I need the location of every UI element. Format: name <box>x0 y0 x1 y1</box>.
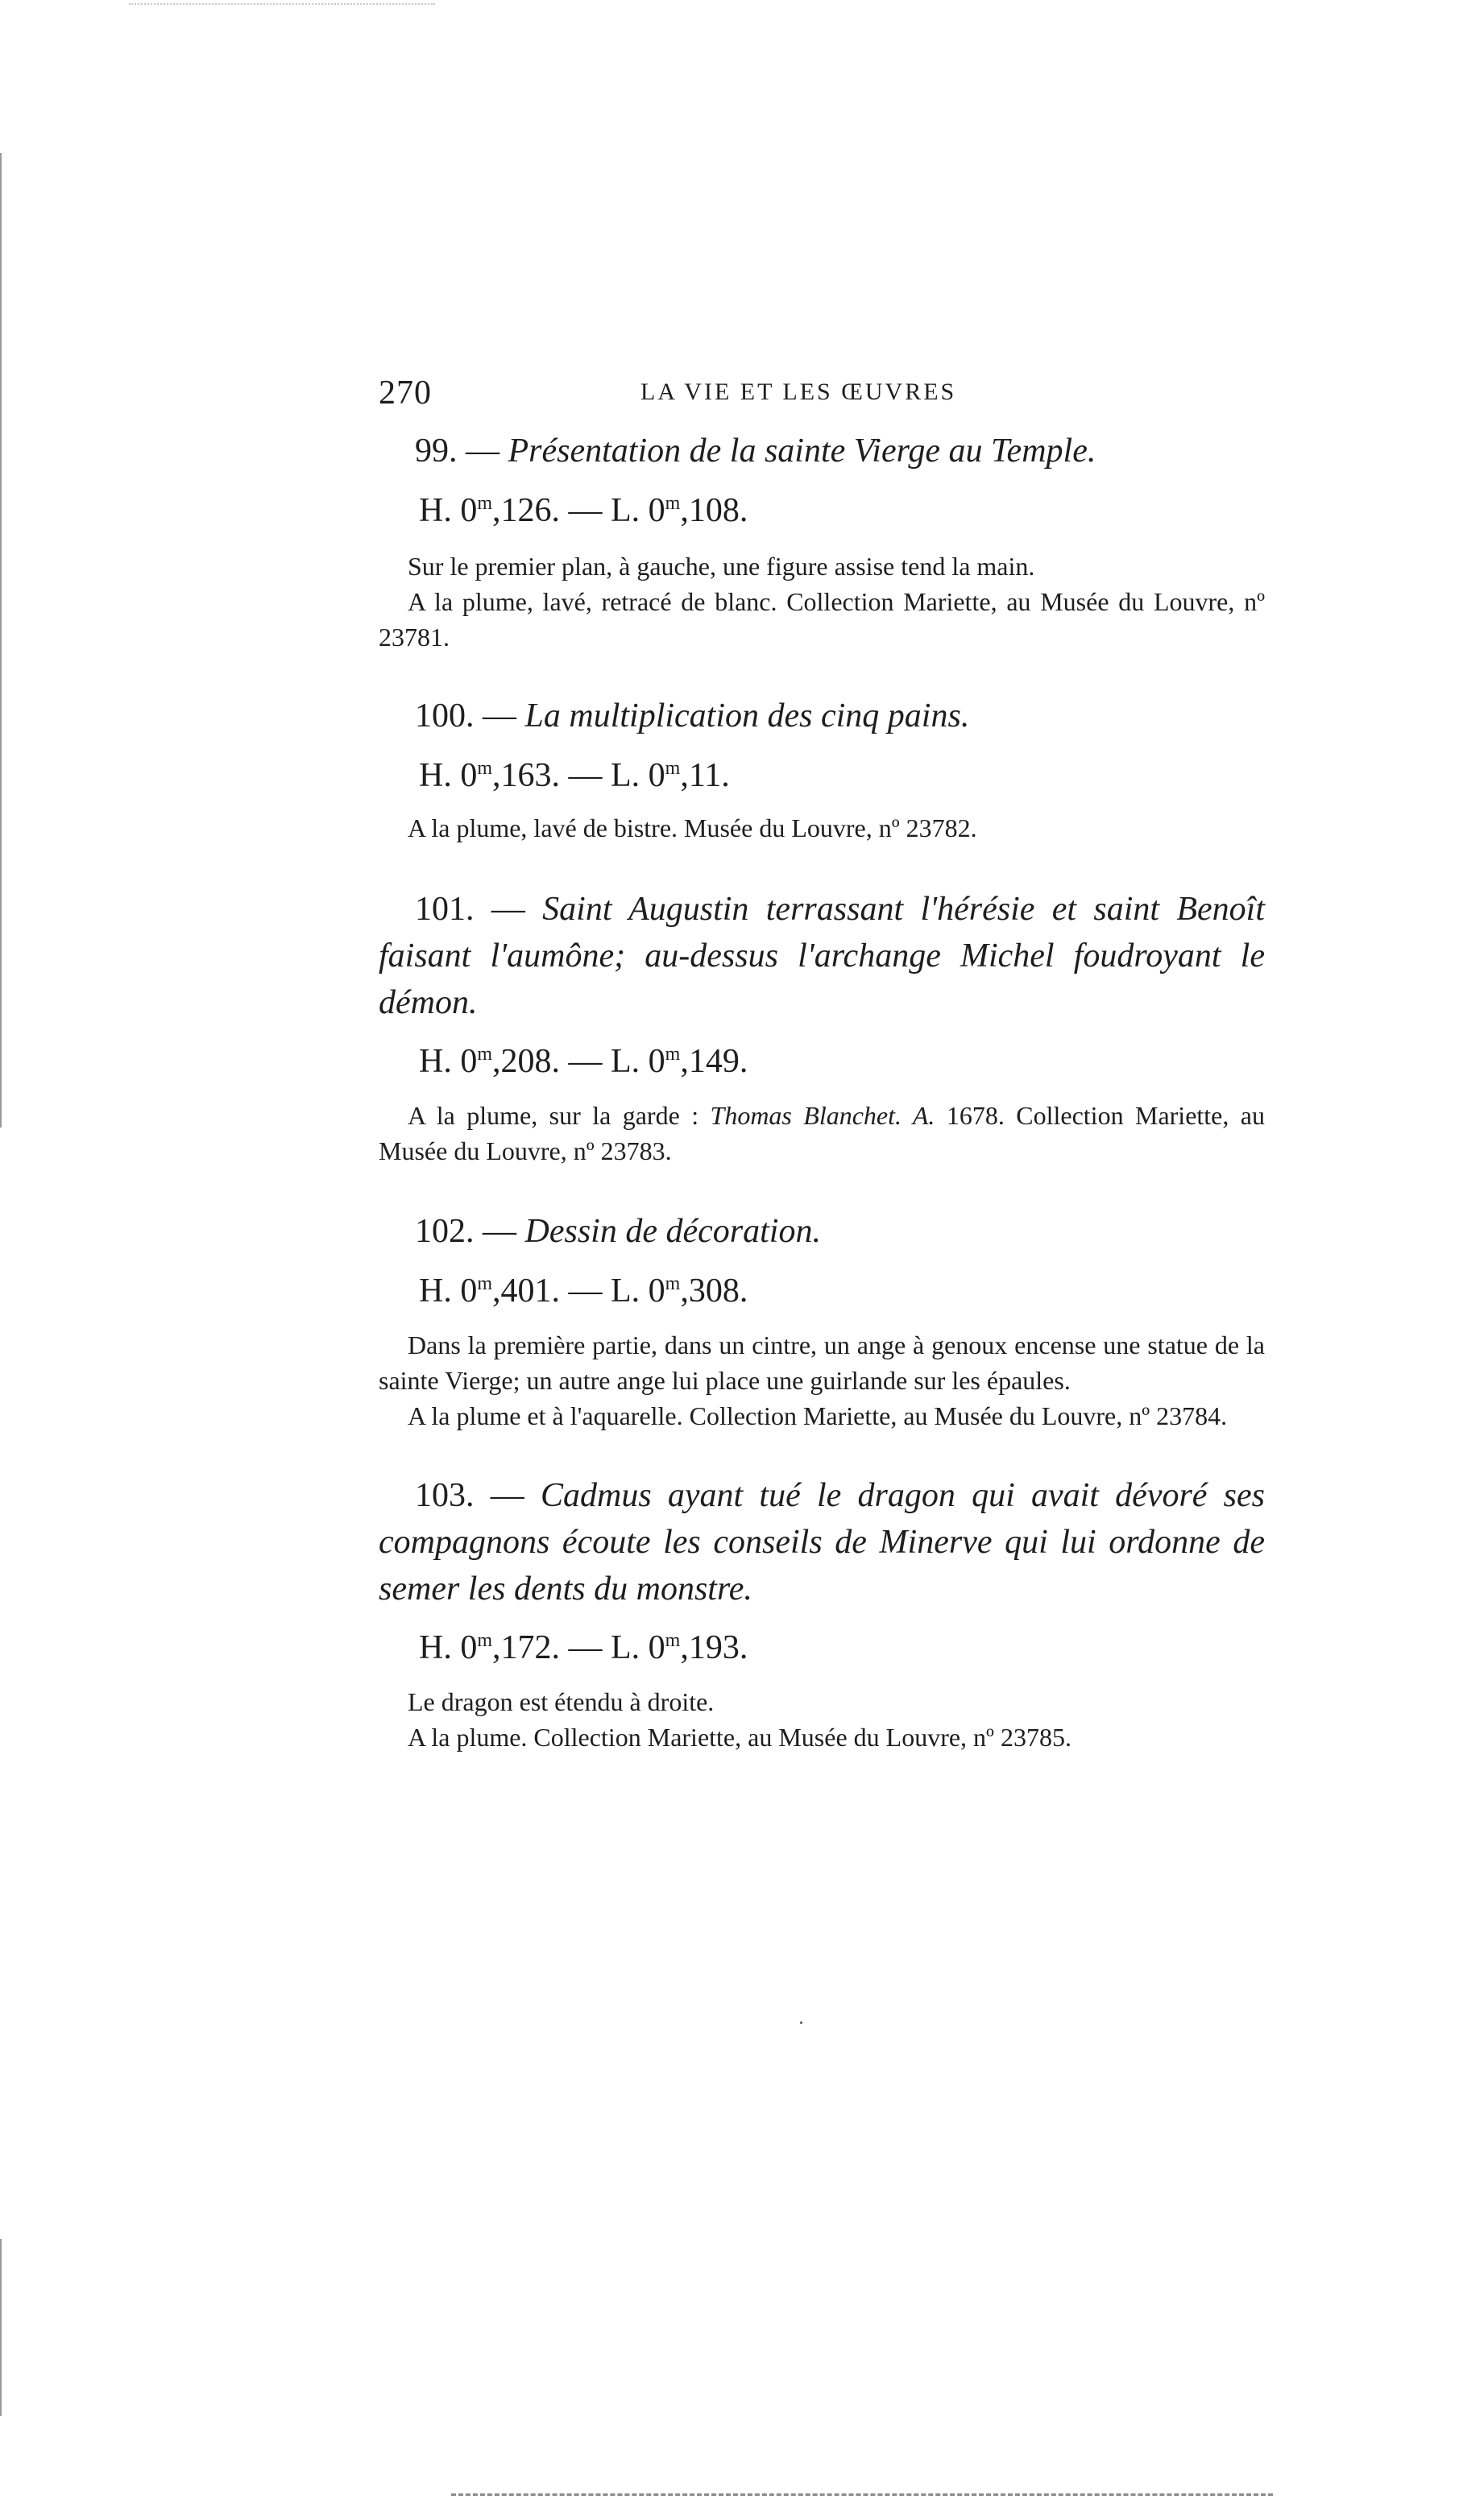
dim-width-value: ,108. <box>680 492 748 529</box>
entry-title-line <box>379 886 1265 1026</box>
dim-height-value: ,208. — L. 0 <box>492 1043 665 1080</box>
entry-dimensions <box>379 1029 1265 1086</box>
entry-title: Cadmus ayant tué le dragon qui avait dévoré ses compagnons écoute les conseils de Minerve qui lui ordonne de semer les dents du monstre. <box>379 1477 1266 1608</box>
entry-number: 102. <box>415 1213 475 1250</box>
dim-unit: m <box>665 1630 681 1651</box>
entry-description: Dans la première partie, dans un cintre, un ange à genoux encense une statue de la sainte Vierge; un autre ange lui place une guirlande sur les épaules. <box>379 1330 1265 1395</box>
dim-width-value: ,308. <box>680 1272 748 1310</box>
catalog-entry-100 <box>379 692 1265 846</box>
entry-title-line <box>379 1472 1265 1612</box>
bottom-scan-dashes <box>451 2493 1273 2496</box>
dim-height-label: H. 0 <box>419 1272 478 1310</box>
dim-height-label: H. 0 <box>419 492 478 529</box>
dim-unit: m <box>665 1273 681 1294</box>
dim-unit: m <box>477 1273 493 1294</box>
catalog-entry-102 <box>379 1207 1265 1434</box>
entry-description: Le dragon est étendu à droite. <box>408 1687 715 1716</box>
dim-height-value: ,172. — L. 0 <box>492 1629 665 1666</box>
dim-height-label: H. 0 <box>419 757 478 794</box>
dim-height-value: ,163. — L. 0 <box>492 757 665 794</box>
top-scan-specks <box>129 3 435 5</box>
description-text: A la plume, sur la garde : <box>408 1101 711 1130</box>
dim-unit: m <box>665 1044 681 1065</box>
entry-description: A la plume, lavé de bistre. Musée du Louvre, nº 23782. <box>408 813 977 842</box>
stray-dot <box>800 2021 802 2024</box>
entry-description: A la plume et à l'aquarelle. Collection Mariette, au Musée du Louvre, nº 23784. <box>408 1401 1228 1430</box>
dim-width-value: ,193. <box>680 1629 748 1666</box>
entry-title: Saint Augustin terrassant l'hérésie et saint Benoît faisant l'aumône; au-dessus l'archange Michel foudroyant le démon. <box>379 891 1266 1021</box>
dim-height-label: H. 0 <box>419 1629 478 1666</box>
entry-title-line <box>379 692 1265 740</box>
entry-number: 103. <box>415 1477 475 1514</box>
catalog-entry-103 <box>379 1472 1265 1755</box>
running-head: LA VIE ET LES ŒUVRES <box>640 379 957 405</box>
dim-unit: m <box>477 1630 493 1651</box>
dim-height-value: ,401. — L. 0 <box>492 1272 665 1310</box>
entry-description: A la plume. Collection Mariette, au Musée du Louvre, nº 23785. <box>408 1723 1071 1752</box>
entry-number: 99. <box>415 432 458 470</box>
left-edge-line-1 <box>0 153 2 1128</box>
entry-dash: — <box>474 1213 525 1250</box>
entry-description: Sur le premier plan, à gauche, une figure assise tend la main. <box>408 552 1035 581</box>
entry-title: Présentation de la sainte Vierge au Temple. <box>508 432 1096 470</box>
entry-dimensions <box>379 743 1265 801</box>
left-edge-line-2 <box>0 2239 2 2416</box>
entry-title: La multiplication des cinq pains. <box>524 697 970 734</box>
catalog-entry-101 <box>379 886 1265 1169</box>
dim-height-value: ,126. — L. 0 <box>492 492 665 529</box>
dim-width-value: ,11. <box>680 757 730 794</box>
entry-title: Dessin de décoration. <box>524 1213 821 1250</box>
entry-title-line <box>379 427 1265 475</box>
catalog-entry-99 <box>379 427 1265 655</box>
dim-unit: m <box>477 493 493 514</box>
description-text: 1678. Collection Mariette, au Musée du Louvre, nº 23783. <box>379 1101 1266 1165</box>
entry-title-line <box>379 1207 1265 1256</box>
page-number: 270 <box>379 374 432 412</box>
dim-width-value: ,149. <box>680 1043 748 1080</box>
signature-text: Thomas Blanchet. A. <box>710 1101 935 1130</box>
entry-dimensions <box>379 1259 1265 1316</box>
entry-number: 101. <box>415 891 475 928</box>
entry-description <box>379 1098 1265 1169</box>
entry-description: A la plume, lavé, retracé de blanc. Collection Mariette, au Musée du Louvre, nº 23781. <box>379 587 1265 652</box>
page-header <box>379 370 1265 419</box>
dim-height-label: H. 0 <box>419 1043 478 1080</box>
entry-number: 100. <box>415 697 475 734</box>
dim-unit: m <box>665 493 681 514</box>
entry-dash: — <box>474 1477 541 1514</box>
dim-unit: m <box>665 758 681 779</box>
entry-dimensions <box>379 1616 1265 1673</box>
dim-unit: m <box>477 1044 493 1065</box>
dim-unit: m <box>477 758 493 779</box>
book-page <box>379 370 1265 1755</box>
entry-dash: — <box>474 697 525 734</box>
entry-dash: — <box>457 432 508 470</box>
entry-dash: — <box>474 891 543 928</box>
entry-dimensions <box>379 478 1265 536</box>
